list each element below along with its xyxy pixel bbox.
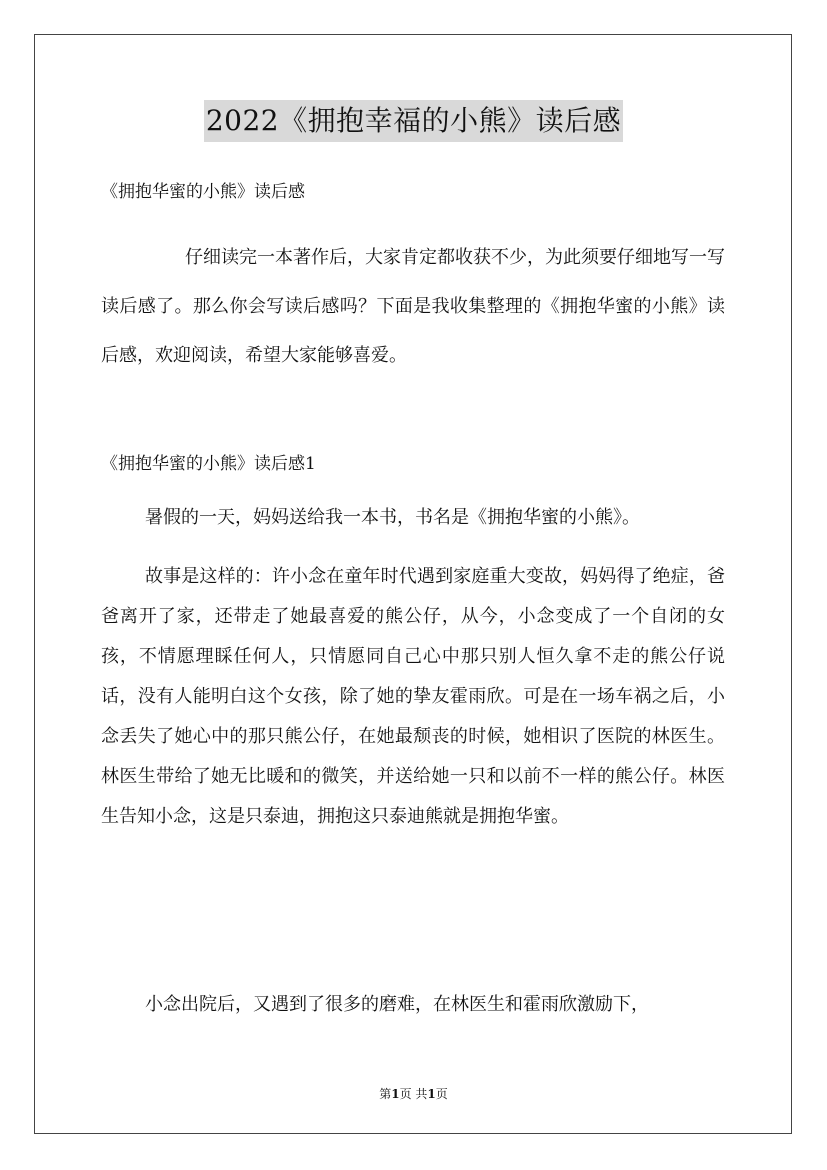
footer-page-total: 1 (427, 1087, 436, 1101)
page-footer (0, 1085, 827, 1102)
document-title: 2022《拥抱幸福的小熊》读后感 (204, 100, 623, 142)
paragraph-1: 暑假的一天，妈妈送给我一本书，书名是《拥抱华蜜的小熊》。 (145, 507, 640, 528)
document-subtitle: 《拥抱华蜜的小熊》读后感 (101, 182, 305, 202)
footer-page-number: 1 (391, 1087, 400, 1101)
paragraph-2: 故事是这样的：许小念在童年时代遇到家庭重大变故，妈妈得了绝症，爸爸离开了家，还带走了她最喜爱的熊公仔，从今，小念变成了一个自闭的女孩，不情愿理睬任何人，只情愿同自己心中那只别人恒久拿不走的熊公仔说话，没有人能明白这个女孩，除了她的挚友霍雨欣。可是在一场车祸之后，小念丢失了她心中的那只熊公仔，在她最颓丧的时候，她相识了医院的林医生。林医生带给了她无比暖和的微笑，并送给她一只和以前不一样的熊公仔。林医生告知小念，这是只泰迪，拥抱这只泰迪熊就是拥抱华蜜。 (101, 566, 725, 827)
footer-mid: 页 共 (399, 1087, 428, 1101)
paragraph-3: 小念出院后，又遇到了很多的磨难，在林医生和霍雨欣激励下， (145, 994, 649, 1015)
intro-paragraph: 仔细读完一本著作后，大家肯定都收获不少，为此须要仔细地写一写读后感了。那么你会写读后感吗？下面是我收集整理的《拥抱华蜜的小熊》读后感，欢迎阅读，希望大家能够喜爱。 (101, 247, 725, 366)
section-heading: 《拥抱华蜜的小熊》读后感1 (101, 454, 316, 474)
footer-suffix: 页 (435, 1087, 448, 1101)
title-container (0, 100, 827, 142)
footer-prefix: 第 (379, 1087, 392, 1101)
